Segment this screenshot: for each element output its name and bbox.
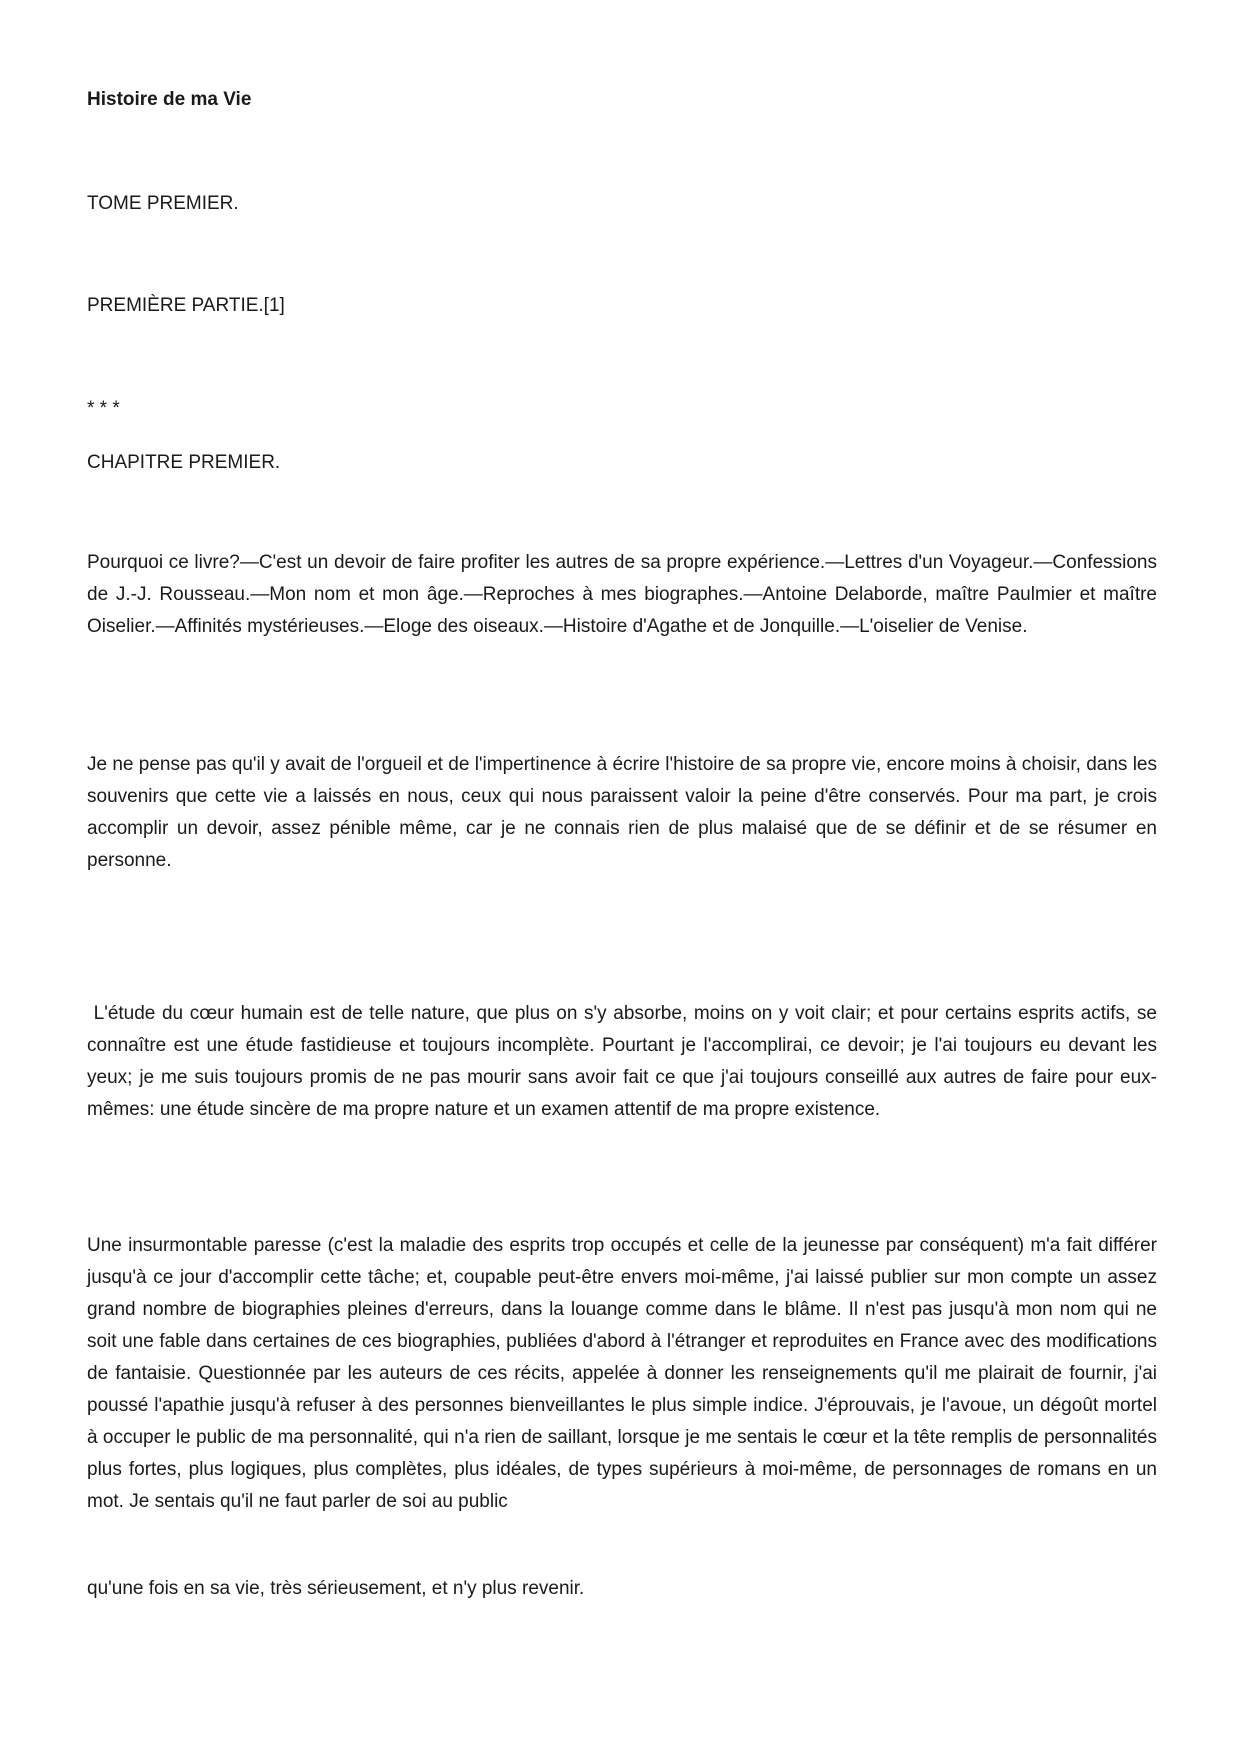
chapter-summary: Pourquoi ce livre?—C'est un devoir de faire profiter les autres de sa propre expérience.—Lettres d'un Voyageur.—Confessions de J.-J. Rousseau.—Mon nom et mon âge.—Reproches à mes biographes.—Antoine Delaborde, maître Paulmier et maître Oiselier.—Affinités mystérieuses.—Eloge des oiseaux.—Histoire d'Agathe et de Jonquille.—L'oiselier de Venise. bbox=[87, 552, 1157, 637]
chapter-heading: CHAPITRE PREMIER. bbox=[87, 452, 281, 473]
section-separator: * * * bbox=[87, 398, 120, 419]
paragraph: qu'une fois en sa vie, très sérieusement, et n'y plus revenir. bbox=[87, 1578, 585, 1599]
partie-heading: PREMIÈRE PARTIE.[1] bbox=[87, 295, 285, 316]
paragraph: L'étude du cœur humain est de telle nature, que plus on s'y absorbe, moins on y voit clair; et pour certains esprits actifs, se connaître est une étude fastidieuse et toujours incomplète. Pourtant je l'accomplirai, ce devoir; je l'ai toujours eu devant les yeux; je me suis toujours promis de ne pas mourir sans avoir fait ce que j'ai toujours conseillé aux autres de faire pour eux-mêmes: une étude sincère de ma propre nature et un examen attentif de ma propre existence. bbox=[87, 1003, 1163, 1120]
paragraph: Je ne pense pas qu'il y avait de l'orgueil et de l'impertinence à écrire l'histoire de sa propre vie, encore moins à choisir, dans les souvenirs que cette vie a laissés en nous, ceux qui nous paraissent valoir la peine d'être conservés. Pour ma part, je crois accomplir un devoir, assez pénible même, car je ne connais rien de plus malaisé que de se définir et de se résumer en personne. bbox=[87, 754, 1157, 871]
tome-heading: TOME PREMIER. bbox=[87, 193, 239, 214]
paragraph: Une insurmontable paresse (c'est la maladie des esprits trop occupés et celle de la jeunesse par conséquent) m'a fait différer jusqu'à ce jour d'accomplir cette tâche; et, coupable peut-être envers moi-même, j'ai laissé publier sur mon compte un assez grand nombre de biographies pleines d'erreurs, dans la louange comme dans le blâme. Il n'est pas jusqu'à mon nom qui ne soit une fable dans certaines de ces biographies, publiées d'abord à l'étranger et reproduites en France avec des modifications de fantaisie. Questionnée par les auteurs de ces récits, appelée à donner les renseignements qu'il me plairait de fournir, j'ai poussé l'apathie jusqu'à refuser à des personnes bienveillantes le plus simple indice. J'éprouvais, je l'avoue, un dégoût mortel à occuper le public de ma personnalité, qui n'a rien de saillant, lorsque je me sentais le cœur et la tête remplis de personnalités plus fortes, plus logiques, plus complètes, plus idéales, de types supérieurs à moi-même, de personnages de romans en un mot. Je sentais qu'il ne faut parler de soi au public bbox=[87, 1235, 1157, 1512]
document-title: Histoire de ma Vie bbox=[87, 89, 252, 110]
